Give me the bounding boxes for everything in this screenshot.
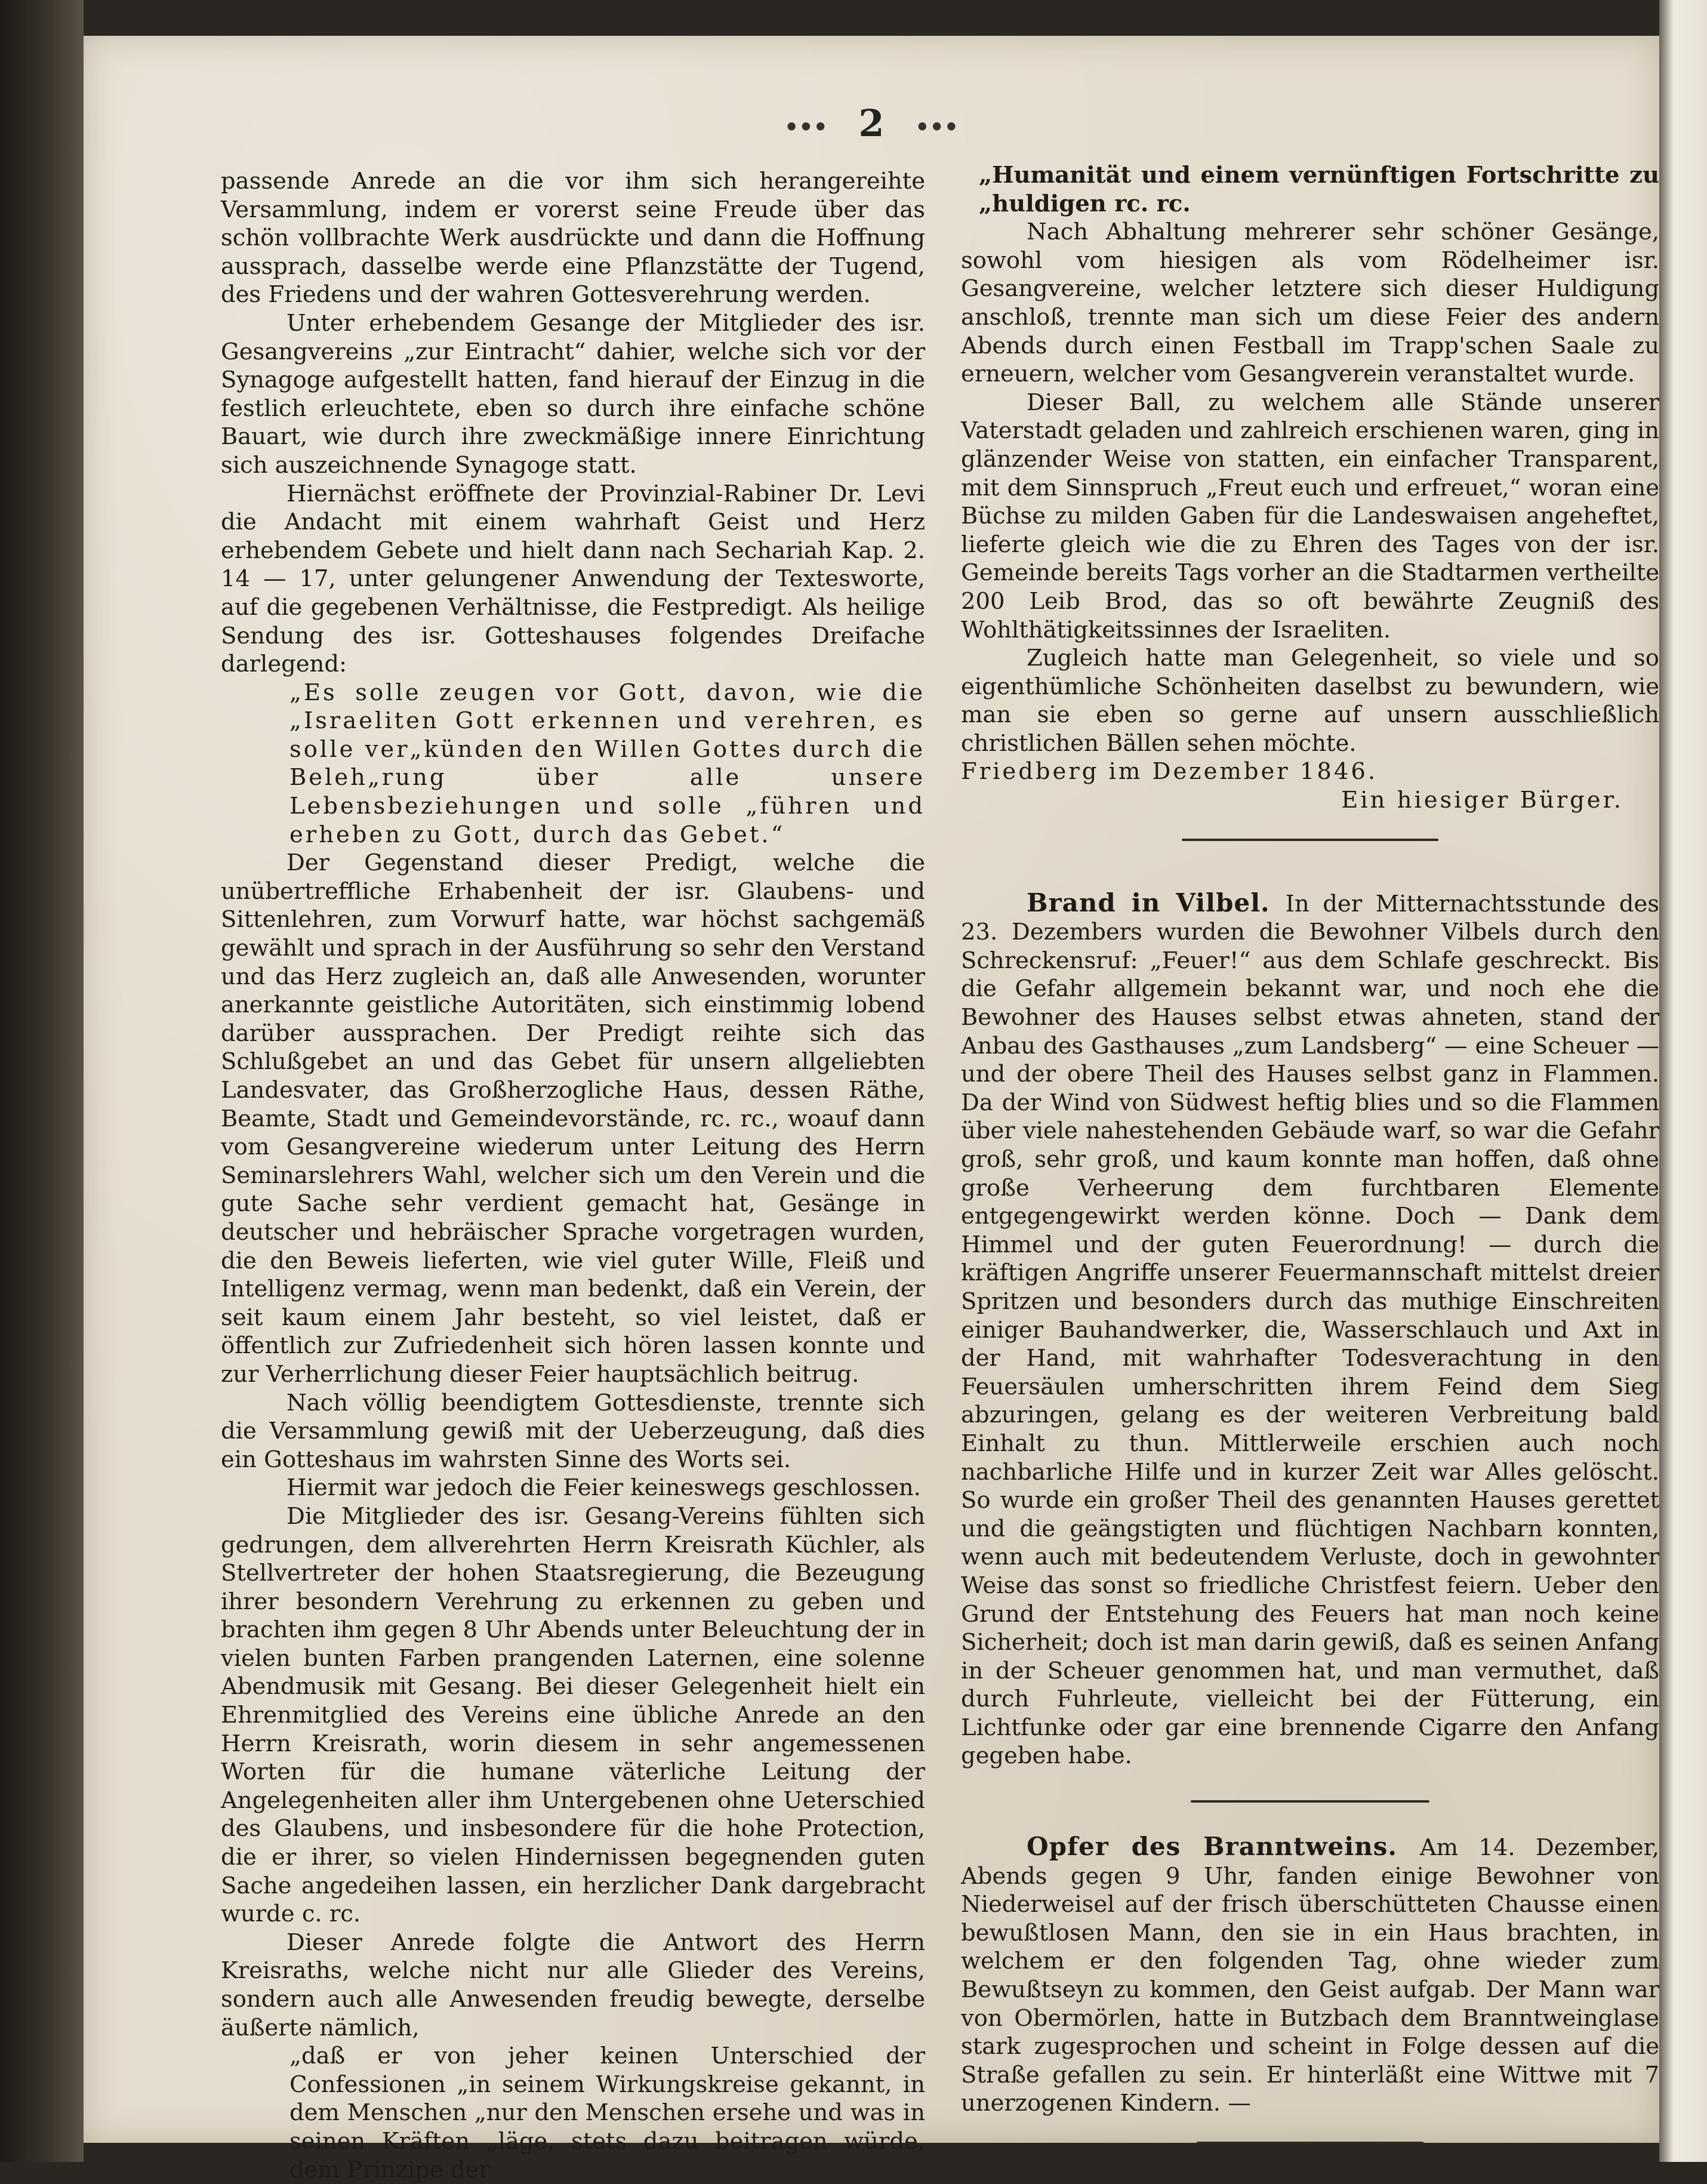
- paragraph: Nach Abhaltung mehrerer sehr schöner Gesänge, sowohl vom hiesigen als vom Rödelheimer isr. Gesangvereine, welcher letztere sich dieser Huldigung anschloß, trennte man sich um diese Feier des andern Abends durch einen Festball im Trapp'schen Saale zu erneuern, welcher vom Gesangverein veranstaltet wurde.: [961, 218, 1659, 388]
- ornament-left-icon: •••: [784, 113, 828, 140]
- left-column: [221, 167, 925, 2184]
- ornament-right-icon: •••: [915, 113, 959, 140]
- page-number: 2: [858, 101, 885, 145]
- speech-quote-continued: „Humanität und einem vernünftigen Fortschritte zu „huldigen rc. rc.: [979, 162, 1659, 217]
- article-brandy: [961, 1832, 1659, 2118]
- article-divider: [1182, 839, 1438, 841]
- paragraph: Der Gegenstand dieser Predigt, welche die unübertreffliche Erhabenheit der isr. Glaubens- und Sittenlehren, zum Vorwurf hatte, war höchst sachgemäß gewählt und sprach in der Ausführung so sehr den Verstand und das Herz zugleich an, daß alle Anwesenden, worunter anerkannte geistliche Autoritäten, sich einstimmig lobend darüber aussprachen. Der Predigt reihte sich das Schlußgebet an und das Gebet für unsern allgeliebten Landesvater, das Großherzogliche Haus, dessen Räthe, Beamte, Stadt und Gemeindevorstände, rc. rc., woauf dann vom Gesangvereine wiederum unter Leitung des Herrn Seminarslehrers Wahl, welcher sich um den Verein und die gute Sache sehr verdient gemacht hat, Gesänge in deutscher und hebräischer Sprache vorgetragen wurden, die den Beweis lieferten, wie viel guter Wille, Fleiß und Intelligenz vermag, wenn man bedenkt, daß ein Verein, der seit kaum einem Jahr besteht, so viel leistet, daß er öffentlich zur Zufriedenheit sich hören lassen konnte und zur Verherrlichung dieser Feier hauptsächlich beitrug.: [221, 849, 925, 1388]
- speech-quote: „daß er von jeher keinen Unterschied der Confessionen „in seinem Wirkungskreise gekannt, in dem Menschen „nur den Menschen ersehe und was in seinen Kräften „läge, stets dazu beitragen würde, dem Prinzipe der: [289, 2043, 925, 2183]
- article-fire: [961, 889, 1659, 1770]
- paragraph: Zugleich hatte man Gelegenheit, so viele und so eigenthümliche Schönheiten daselbst zu bewundern, wie man sie eben so gerne auf unsern ausschließlich christlichen Bällen sehen möchte.: [961, 645, 1659, 757]
- author-signature: Ein hiesiger Bürger.: [1341, 787, 1623, 814]
- next-page-edge: [1659, 0, 1707, 2162]
- newspaper-page: [84, 36, 1659, 2183]
- scan-background-left: [0, 0, 84, 2162]
- paragraph: Unter erhebendem Gesange der Mitglieder des isr. Gesangvereins „zur Eintracht“ dahier, welche sich vor der Synagoge aufgestellt hatten, fand hierauf der Einzug in die festlich erleuchtete, eben so durch ihre einfache schöne Bauart, wie durch ihre zweckmäßige innere Einrichtung sich auszeichnende Synagoge statt.: [221, 309, 925, 479]
- page-header: [84, 101, 1659, 155]
- paragraph: Hiermit war jedoch die Feier keineswegs geschlossen.: [286, 1474, 921, 1502]
- sermon-quote: „Es solle zeugen vor Gott, davon, wie die „Israeliten Gott erkennen und verehren, es solle ver„künden den Willen Gottes durch die Beleh„rung über alle unsere Lebensbeziehungen und solle „führen und erheben zu Gott, durch das Gebet.“: [289, 679, 925, 848]
- article-body: In der Mitternachtsstunde des 23. Dezembers wurden die Bewohner Vilbels durch den Schreckensruf: „Feuer!“ aus dem Schlafe geschreckt. Bis die Gefahr allgemein bekannt war, und noch ehe die Bewohner des Hauses selbst etwas ahneten, stand der Anbau des Gasthauses „zum Landsberg“ — eine Scheuer — und der obere Theil des Hauses selbst ganz in Flammen. Da der Wind von Südwest heftig blies und so die Flammen über viele nahestehenden Gebäude warf, so war die Gefahr groß, sehr groß, und kaum konnte man hoffen, daß ohne große Verheerung dem furchtbaren Elemente entgegengewirkt werden könne. Doch — Dank dem Himmel und der guten Feuerordnung! — durch die kräftigen Angriffe unserer Feuermannschaft mittelst dreier Spritzen und besonders durch das muthige Einschreiten einiger Bauhandwerker, die, Wasserschlauch und Axt in der Hand, mit wahrhafter Todesverachtung in den Feuersäulen umherschritten ihrem Feind dem Sieg abzuringen, gelang es der weiteren Verbreitung bald Einhalt zu thun. Mittlerweile erschien auch noch nachbarliche Hilfe und in kurzer Zeit war Alles gelöscht. So wurde ein großer Theil des genannten Hauses gerettet und die geängstigten und flüchtigen Nachbarn konnten, wenn auch mit bedeutendem Verluste, doch in gewohnter Weise das sonst so friedliche Christfest feiern. Ueber den Grund der Entstehung des Feuers hat man noch keine Sicherheit; doch ist man darin gewiß, daß es seinen Anfang in der Scheuer genommen hat, und man vermuthet, daß durch Fuhrleute, vielleicht bei der Fütterung, ein Lichtfunke oder gar eine brennende Cigarre den Anfang gegeben habe.: [961, 890, 1659, 1770]
- dateline: Friedberg im Dezember 1846.: [961, 758, 1378, 785]
- article-body: Am 14. Dezember, Abends gegen 9 Uhr, fanden einige Bewohner von Niederweisel auf der frisch überschütteten Chausse einen bewußtlosen Mann, den sie in ein Haus brachten, in welchem er den folgenden Tag, ohne wieder zum Bewußtseyn zu kommen, den Geist aufgab. Der Mann war von Obermörlen, hatte in Butzbach dem Branntweinglase stark zugesprochen und scheint in Folge dessen auf die Straße gefallen zu sein. Er hinterläßt eine Wittwe mit 7 unerzogenen Kindern. —: [961, 1834, 1659, 2117]
- paragraph: Dieser Ball, zu welchem alle Stände unserer Vaterstadt geladen und zahlreich erschienen waren, ging in glänzender Weise von statten, ein einfacher Transparent, mit dem Sinnspruch „Freut euch und erfreuet,“ woran eine Büchse zu milden Gaben für die Landeswaisen angeheftet, lieferte gleich wie die zu Ehren des Tages von der isr. Gemeinde bereits Tags vorher an die Stadtarmen vertheilte 200 Leib Brod, das so oft bewährte Zeugniß des Wohlthätigkeitssinnes der Israeliten.: [961, 389, 1659, 643]
- paragraph: Hiernächst eröffnete der Provinzial-Rabiner Dr. Levi die Andacht mit einem wahrhaft Geist und Herz erhebendem Gebete und hielt dann nach Sechariah Kap. 2. 14 — 17, unter gelungener Anwendung der Textesworte, auf die gegebenen Verhältnisse, die Festpredigt. Als heilige Sendung des isr. Gotteshauses folgendes Dreifache darlegend:: [221, 480, 925, 678]
- article-divider: [1197, 2142, 1423, 2144]
- paragraph: Nach völlig beendigtem Gottesdienste, trennte sich die Versammlung gewiß mit der Ueberzeugung, daß dies ein Gotteshaus im wahrsten Sinne des Worts sei.: [221, 1389, 925, 1473]
- article-headline: Opfer des Branntweins.: [1027, 1832, 1420, 1862]
- paragraph: Dieser Anrede folgte die Antwort des Herrn Kreisraths, welche nicht nur alle Glieder des Vereins, sondern auch alle Anwesenden freudig bewegte, derselbe äußerte nämlich,: [221, 1929, 925, 2041]
- article-headline: Brand in Vilbel.: [1027, 888, 1286, 917]
- paragraph: passende Anrede an die vor ihm sich herangereihte Versammlung, indem er vorerst seine Freude über das schön vollbrachte Werk ausdrückte und dann die Hoffnung aussprach, dasselbe werde eine Pflanzstätte der Tugend, des Friedens und der wahren Gottesverehrung werden.: [221, 168, 925, 309]
- article-divider: [1191, 1800, 1429, 1803]
- right-column: [961, 161, 1659, 2160]
- paragraph: Die Mitglieder des isr. Gesang-Vereins fühlten sich gedrungen, dem allverehrten Herrn Kreisrath Küchler, als Stellvertreter der hohen Staatsregierung, die Bezeugung ihrer besondern Verehrung zu erkennen zu geben und brachten ihm gegen 8 Uhr Abends unter Beleuchtung der in vielen bunten Farben prangenden Laternen, eine solenne Abendmusik mit Gesang. Bei dieser Gelegenheit hielt ein Ehrenmitglied des Vereins eine übliche Anrede an den Herrn Kreisrath, worin diesem in sehr angemessenen Worten für die humane väterliche Leitung der Angelegenheiten aller ihm Untergebenen ohne Ueterschied des Glaubens, und insbesondere für die hohe Protection, die er ihrer, so vielen Hindernissen begegnenden guten Sache angedeihen lassen, ein herzlicher Dank dargebracht wurde c. rc.: [221, 1502, 925, 1928]
